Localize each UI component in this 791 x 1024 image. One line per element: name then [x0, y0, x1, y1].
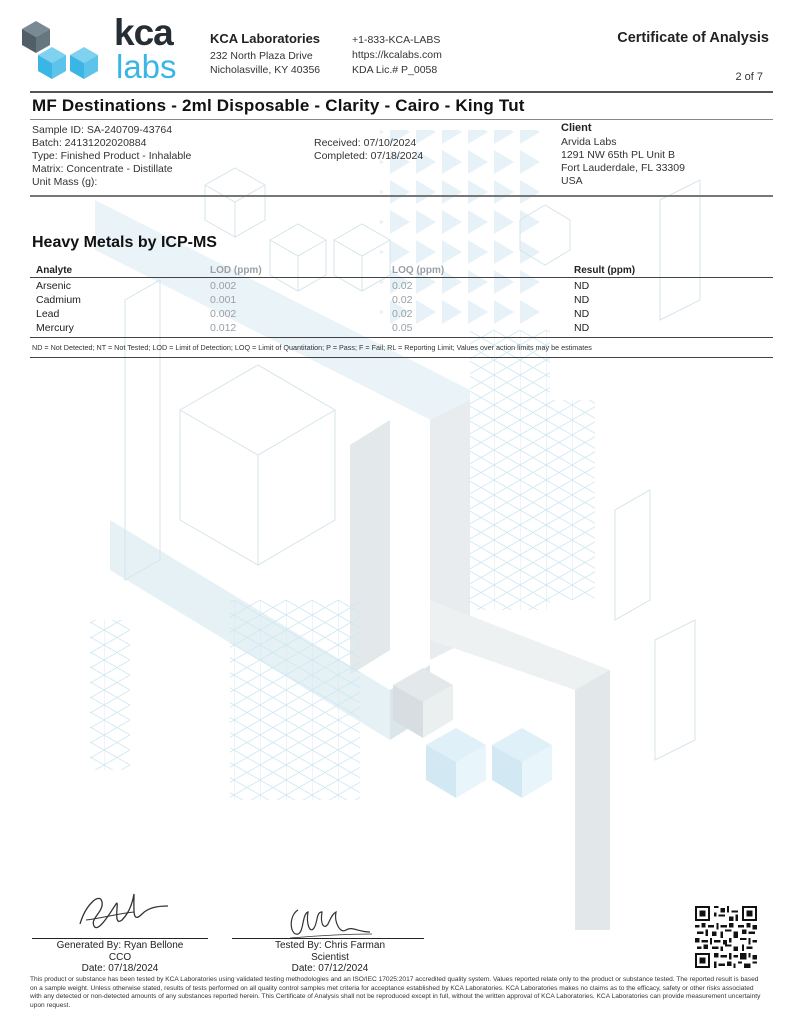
- signature-block-generated: [35, 940, 205, 975]
- result-value: ND: [574, 322, 590, 334]
- result-value: ND: [574, 294, 590, 306]
- product-title: MF Destinations - 2ml Disposable - Clarity - Cairo - King Tut: [32, 96, 525, 115]
- column-header-result: Result (ppm): [574, 265, 636, 276]
- table-bottom-divider: [30, 337, 773, 338]
- sample-dates: [314, 137, 423, 163]
- lod-value: 0.002: [210, 280, 237, 292]
- document-title: Certificate of Analysis: [617, 30, 769, 46]
- column-header-lod: LOD (ppm): [210, 265, 262, 276]
- section-title-heavy-metals: Heavy Metals by ICP-MS: [32, 234, 217, 251]
- lab-phone: +1-833-KCA-LABS: [352, 34, 441, 46]
- completed-date: Completed: 07/18/2024: [314, 150, 424, 162]
- kca-cubes-logo-icon: [20, 18, 108, 84]
- logo-wordmark-kca: kca: [114, 12, 173, 53]
- client-info: [561, 136, 685, 188]
- loq-value: 0.02: [392, 280, 413, 292]
- generated-by: Generated By: Ryan Bellone: [56, 940, 184, 951]
- signature-line-generated: [32, 938, 208, 939]
- analyte-name: Lead: [36, 308, 60, 320]
- received-date: Received: 07/10/2024: [314, 137, 417, 149]
- header-divider: [30, 91, 773, 93]
- lab-address-line1: 232 North Plaza Drive: [210, 50, 313, 62]
- page-number: 2 of 7: [735, 71, 763, 83]
- tested-date: Date: 07/12/2024: [291, 963, 369, 974]
- client-heading: Client: [561, 122, 592, 134]
- unit-mass: Unit Mass (g):: [32, 176, 98, 188]
- qr-code-icon[interactable]: [695, 906, 757, 968]
- sample-info: [32, 124, 191, 189]
- sample-type: Type: Finished Product - Inhalable: [32, 150, 192, 162]
- sample-id: Sample ID: SA-240709-43764: [32, 124, 173, 136]
- analyte-name: Arsenic: [36, 280, 72, 292]
- signature-ryan-bellone: [72, 884, 172, 940]
- signature-block-tested: [245, 940, 415, 975]
- tested-by: Tested By: Chris Farman: [274, 940, 386, 951]
- analyte-name: Mercury: [36, 322, 74, 334]
- analyte-name: Cadmium: [36, 294, 81, 306]
- loq-value: 0.02: [392, 294, 413, 306]
- title-divider: [30, 119, 773, 120]
- column-header-loq: LOQ (ppm): [392, 265, 445, 276]
- signature-line-tested: [232, 938, 424, 939]
- lab-website-link[interactable]: https://kcalabs.com: [352, 49, 442, 61]
- loq-value: 0.02: [392, 308, 413, 320]
- loq-value: 0.05: [392, 322, 413, 334]
- lod-value: 0.012: [210, 322, 237, 334]
- legend-divider: [30, 357, 773, 358]
- batch-number: Batch: 24131202020884: [32, 137, 147, 149]
- client-country: USA: [561, 175, 583, 187]
- lod-value: 0.002: [210, 308, 237, 320]
- meta-divider: [30, 195, 773, 197]
- client-address1: 1291 NW 65th PL Unit B: [561, 149, 676, 161]
- table-header-divider: [30, 277, 773, 278]
- generated-date: Date: 07/18/2024: [81, 963, 159, 974]
- generated-title: CCO: [108, 951, 132, 963]
- lab-name: KCA Laboratories: [210, 31, 321, 46]
- lab-license: KDA Lic.# P_0058: [352, 64, 438, 76]
- lod-value: 0.001: [210, 294, 237, 306]
- client-name: Arvida Labs: [561, 136, 617, 148]
- tested-title: Scientist: [311, 951, 349, 963]
- column-header-analyte: Analyte: [36, 265, 73, 276]
- legal-disclaimer: This product or substance has been tested by KCA Laboratories using validated testing methodologies and an ISO/IEC 17025:2017 accredited quality system. Values reported relate only to the product or substance tested. The reported result is based on a sample weight. Unless otherwise stated, results of tests performed on all quality control samples met criteria for acceptance established by KCA Laboratories. KCA Laboratories makes no claims as to the efficacy, safety or other risks associated with any detected or non-detected amounts of any substances reported herein. This Certificate of Analysis shall not be reproduced except in full, without the written approval of KCA Laboratories. KCA Laboratories can provide measurement uncertainty upon request.: [30, 976, 761, 1009]
- client-address2: Fort Lauderdale, FL 33309: [561, 162, 685, 174]
- result-value: ND: [574, 280, 590, 292]
- abbreviation-legend: ND = Not Detected; NT = Not Tested; LOD = Limit of Detection; LOQ = Limit of Quantitation; P = Pass; F = Fail; RL = Reporting Limit; Values over action limits may be estimates: [32, 343, 592, 352]
- lab-address-line2: Nicholasville, KY 40356: [210, 64, 321, 76]
- sample-matrix: Matrix: Concentrate - Distillate: [32, 163, 173, 175]
- result-value: ND: [574, 308, 590, 320]
- logo-wordmark-labs: labs: [116, 48, 177, 85]
